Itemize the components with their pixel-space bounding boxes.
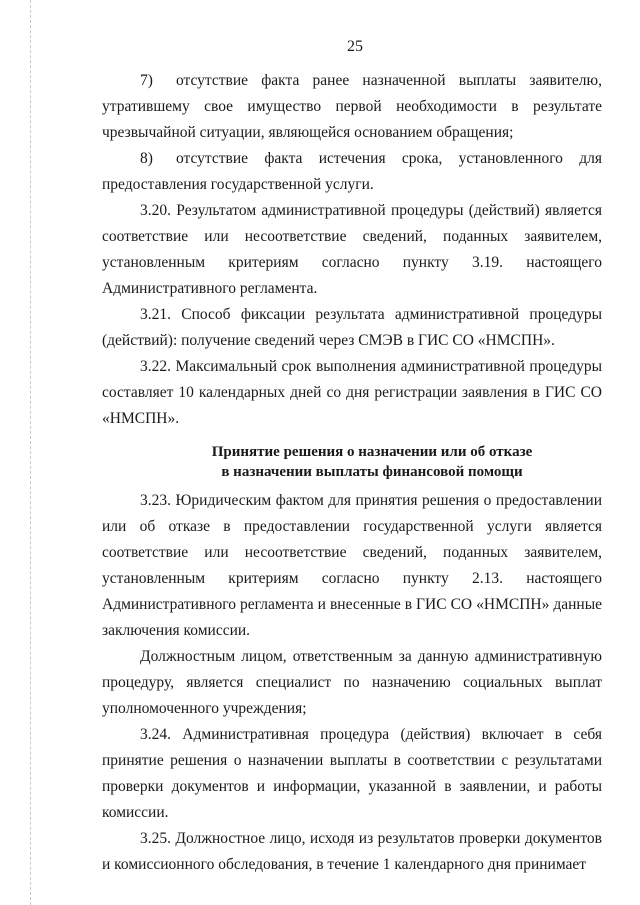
list-item-8-number: 8) — [140, 150, 153, 167]
section-heading — [102, 442, 602, 482]
list-item-7-text: отсутствие факта ранее назначенной выплаты заявителю, утратившему свое имущество первой необходимости в результате чрезвычайной ситуации, являющейся основанием обращения; — [102, 72, 602, 141]
page-number: 25 — [347, 38, 363, 55]
list-item-7-number: 7) — [140, 72, 153, 89]
section-heading-line-1: Принятие решения о назначении или об отказе — [211, 444, 533, 460]
paragraph-3-25: 3.25. Должностное лицо, исходя из результатов проверки документов и комиссионного обследования, в течение 1 календарного дня принимает — [102, 830, 602, 873]
paragraph-3-22: 3.22. Максимальный срок выполнения административной процедуры составляет 10 календарных дней со дня регистрации заявления в ГИС СО «НМСПН». — [102, 358, 602, 427]
paragraph-3-21: 3.21. Способ фиксации результата административной процедуры (действий): получение сведений через СМЭВ в ГИС СО «НМСПН». — [102, 306, 602, 349]
list-item-7 — [102, 68, 602, 146]
list-item-8 — [102, 146, 602, 198]
paragraph-3-24: 3.24. Административная процедура (действия) включает в себя принятие решения о назначении выплаты в соответствии с результатами проверки документов и информации, указанной в заявлении, и работы комиссии. — [102, 726, 602, 821]
paragraph-3-23: 3.23. Юридическим фактом для принятия решения о предоставлении или об отказе в предоставлении государственной услуги является соответствие или несоответствие сведений, поданных заявителем, установленным критериям согласно пункту 2.13. настоящего Административного регламента и внесенные в ГИС СО «НМСПН» данные заключения комиссии. — [102, 492, 602, 639]
document-body — [102, 68, 602, 878]
paragraph-responsible-person: Должностным лицом, ответственным за данную административную процедуру, является специалист по назначению социальных выплат уполномоченного учреждения; — [102, 648, 602, 717]
paragraph-3-20: 3.20. Результатом административной процедуры (действий) является соответствие или несоответствие сведений, поданных заявителем, установленным критериям согласно пункту 3.19. настоящего Административного регламента. — [102, 202, 602, 297]
margin-rule — [30, 0, 31, 905]
section-heading-line-2: в назначении выплаты финансовой помощи — [221, 464, 523, 480]
list-item-8-text: отсутствие факта истечения срока, установленного для предоставления государственной услуги. — [102, 150, 602, 193]
